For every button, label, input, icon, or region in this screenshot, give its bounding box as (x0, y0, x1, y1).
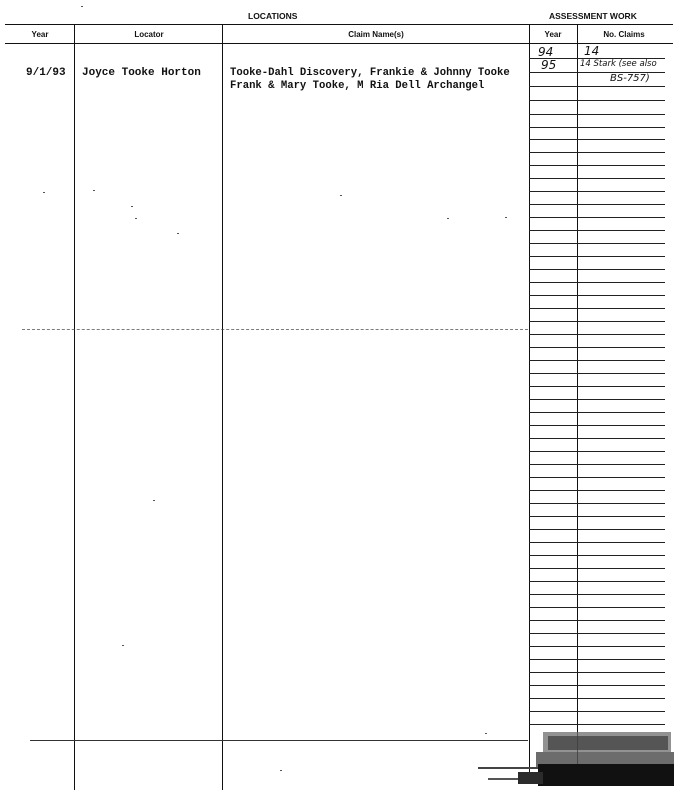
header-bottom-rule (5, 43, 673, 44)
assessment-claims-94: 14 (584, 44, 600, 58)
col-header-claim-names: Claim Name(s) (348, 30, 404, 39)
header-top-rule (5, 24, 673, 25)
assessment-work-title: ASSESSMENT WORK (549, 11, 637, 21)
entry-claim-line-1: Tooke-Dahl Discovery, Frankie & Johnny Tooke (230, 67, 510, 79)
locations-title: LOCATIONS (248, 11, 298, 21)
col-divider-claims (529, 24, 530, 780)
assessment-claims-95: 14 Stark (see also (580, 59, 657, 69)
assessment-year-95: 95 (541, 58, 557, 72)
entry-claim-line-2: Frank & Mary Tooke, M Ria Dell Archangel (230, 80, 485, 92)
col-divider-locator (222, 24, 223, 790)
col-header-no-claims: No. Claims (603, 30, 645, 39)
scan-noise-artifact (478, 722, 674, 786)
col-header-year: Year (31, 30, 49, 39)
col-divider-assessment (577, 24, 578, 780)
faint-rule-mid (22, 329, 528, 331)
col-header-assessment-year: Year (544, 30, 562, 39)
entry-locator: Joyce Tooke Horton (82, 67, 201, 79)
col-divider-year (74, 24, 75, 790)
col-header-locator: Locator (134, 30, 164, 39)
entry-year: 9/1/93 (26, 67, 66, 79)
faint-rule-low (30, 740, 528, 742)
assessment-year-94: 94 (538, 45, 554, 59)
assessment-claims-95-ref: BS-757) (610, 73, 650, 84)
